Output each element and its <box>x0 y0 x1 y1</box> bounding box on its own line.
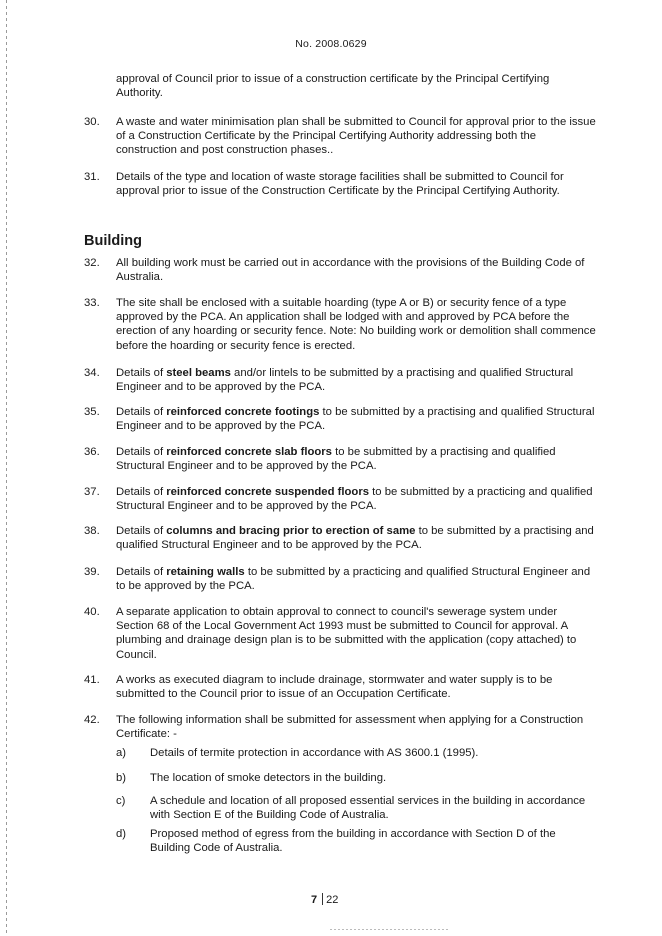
item-number: 36. <box>84 446 100 458</box>
subitem-letter: b) <box>116 772 127 784</box>
current-page: 7 <box>311 894 318 906</box>
item-text: All building work must be carried out in accordance with the provisions of the Building Code of Australia. <box>116 257 585 284</box>
item-text: Details of columns and bracing prior to erection of same to be submitted by a practising and qualified Structural Engineer and to be approved by the PCA. <box>116 525 594 552</box>
item-number: 39. <box>84 566 100 578</box>
subitem-letter: a) <box>116 747 127 759</box>
item-number: 41. <box>84 674 100 686</box>
item-number: 30. <box>84 116 100 128</box>
continued-paragraph: approval of Council prior to issue of a construction certificate by the Principal Certifying Authority. <box>116 73 550 100</box>
subitem-text: The location of smoke detectors in the building. <box>150 772 387 784</box>
item-text: Details of the type and location of waste storage facilities shall be submitted to Council for approval prior to issue of the Construction Certificate by the Principal Certifying Authority. <box>116 171 564 198</box>
item-number: 37. <box>84 486 100 498</box>
item-number: 34. <box>84 367 100 379</box>
item-number: 35. <box>84 406 100 418</box>
item-text: A waste and water minimisation plan shall be submitted to Council for approval prior to the issue of a Construction Certificate by the Principal Certifying Authority addressing both the construction and post construction phases.. <box>116 116 596 157</box>
item-text: The site shall be enclosed with a suitable hoarding (type A or B) or security fence of a type approved by the PCA. An application shall be lodged with and approved by PCA before the erection of any hoarding or security fence. Note: No building work or demolition shall commence before the hoarding or security fence is erected. <box>116 297 596 352</box>
item-text: Details of reinforced concrete footings to be submitted by a practising and qualified Structural Engineer and to be approved by the PCA. <box>116 406 595 433</box>
item-number: 33. <box>84 297 100 309</box>
subitem-letter: c) <box>116 795 126 807</box>
item-text: Details of retaining walls to be submitted by a practicing and qualified Structural Engineer and to be approved by the PCA. <box>116 566 591 593</box>
section-heading: Building <box>84 233 142 249</box>
item-text: Details of reinforced concrete slab floors to be submitted by a practising and qualified Structural Engineer and to be approved by the PCA. <box>116 446 556 473</box>
item-number: 38. <box>84 525 100 537</box>
left-margin-rule <box>6 0 7 936</box>
item-number: 40. <box>84 606 100 618</box>
item-number: 42. <box>84 714 100 726</box>
item-text: Details of steel beams and/or lintels to be submitted by a practising and qualified Structural Engineer and to be approved by the PCA. <box>116 367 574 394</box>
bottom-dashed-line <box>330 929 450 930</box>
item-number: 31. <box>84 171 100 183</box>
subitem-text: Proposed method of egress from the building in accordance with Section D of the Building Code of Australia. <box>150 828 556 855</box>
item-text: A separate application to obtain approval to connect to council's sewerage system under Section 68 of the Local Government Act 1993 must be submitted to Council for approval. A plumbing and drainage design plan is to be submitted with the application (copy attached) to Council. <box>116 606 577 661</box>
subitem-letter: d) <box>116 828 127 840</box>
subitem-text: Details of termite protection in accordance with AS 3600.1 (1995). <box>150 747 479 759</box>
document-number: No. 2008.0629 <box>295 38 367 50</box>
item-text: The following information shall be submitted for assessment when applying for a Construction Certificate: - <box>116 714 584 741</box>
page-separator <box>322 893 323 905</box>
item-text: A works as executed diagram to include drainage, stormwater and water supply is to be submitted to the Council prior to issue of an Occupation Certificate. <box>116 674 553 701</box>
item-number: 32. <box>84 257 100 269</box>
item-text: Details of reinforced concrete suspended floors to be submitted by a practicing and qualified Structural Engineer and to be approved by the PCA. <box>116 486 593 513</box>
page-number <box>311 893 338 906</box>
total-pages: 22 <box>326 894 339 906</box>
subitem-text: A schedule and location of all proposed essential services in the building in accordance with Section E of the Building Code of Australia. <box>150 795 586 822</box>
